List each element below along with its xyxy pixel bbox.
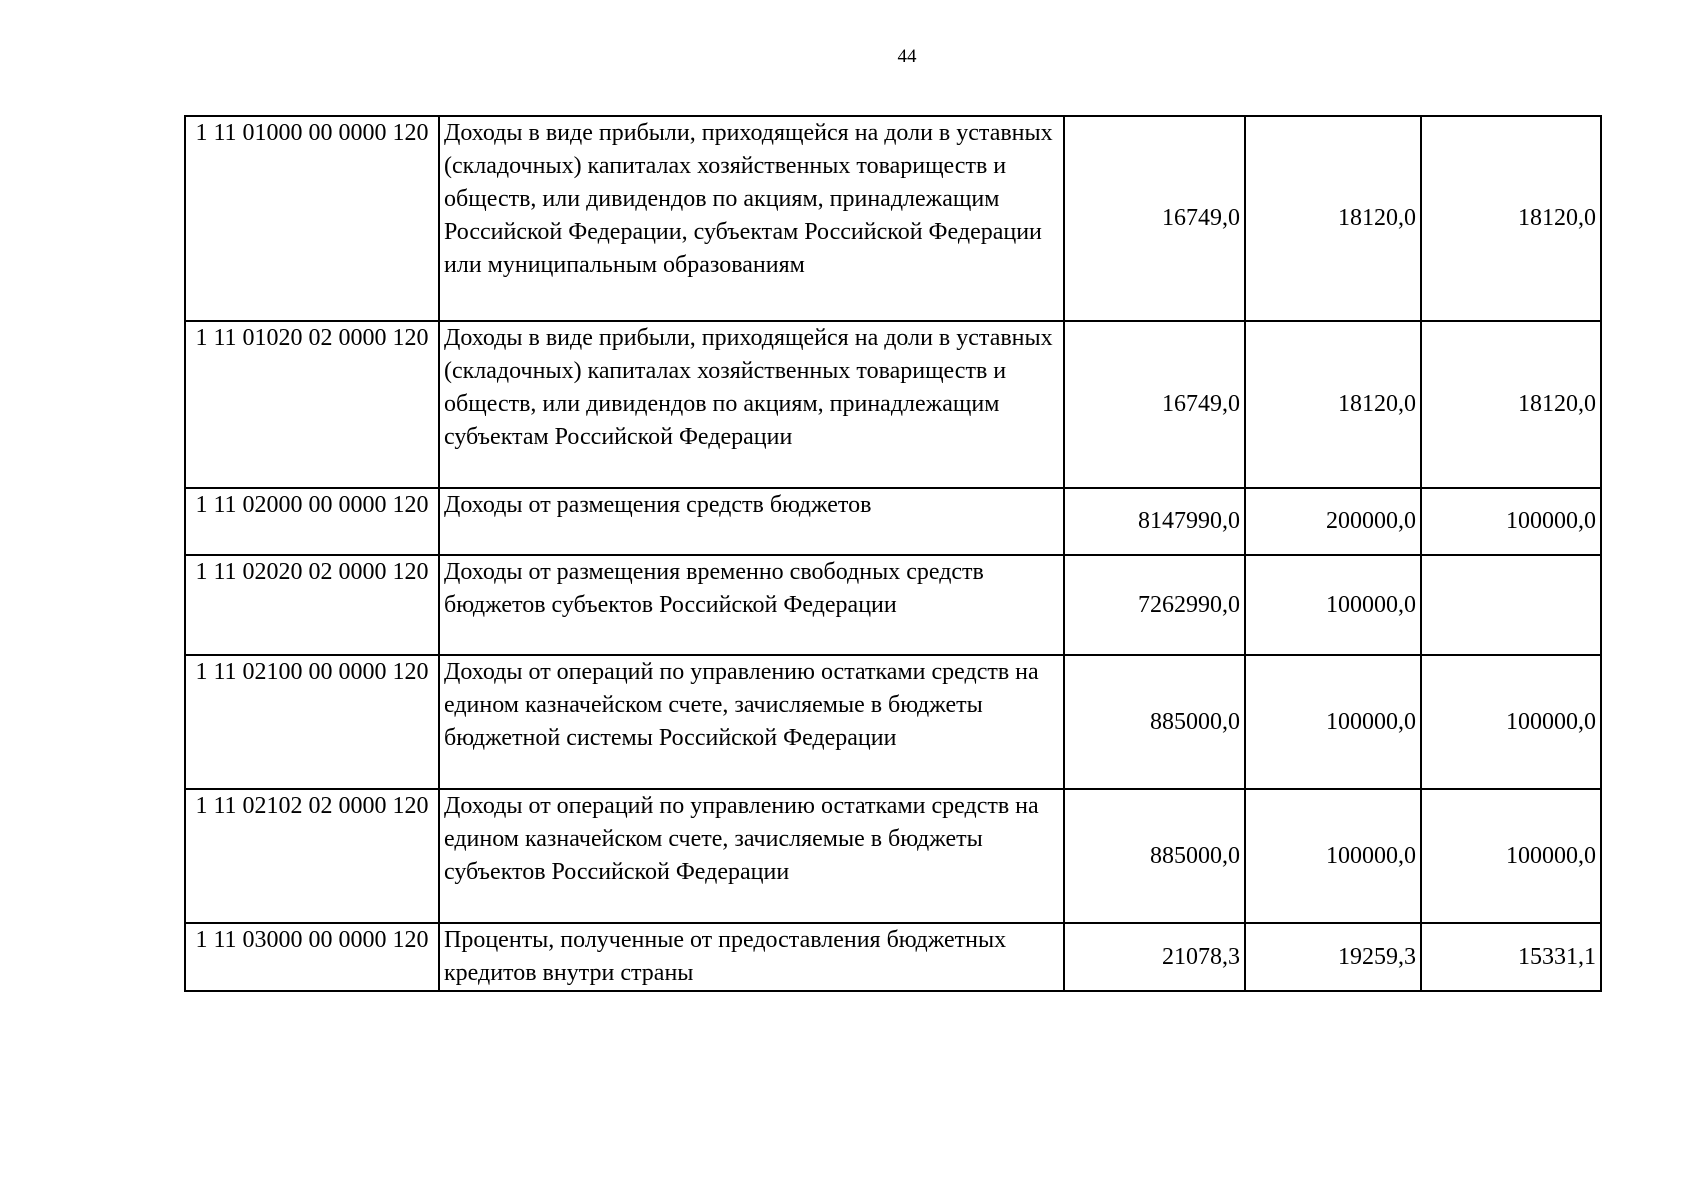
income-name-cell: Доходы в виде прибыли, приходящейся на доли в уставных (складочных) капиталах хозяйственных товариществ и обществ, или дивидендов по акциям, принадлежащим субъектам Российской Федерации bbox=[439, 321, 1064, 488]
value-cell-2: 18120,0 bbox=[1245, 321, 1421, 488]
value-cell-1: 16749,0 bbox=[1064, 116, 1245, 321]
value-cell-3 bbox=[1421, 555, 1601, 655]
value-cell-2: 100000,0 bbox=[1245, 555, 1421, 655]
value-cell-3: 18120,0 bbox=[1421, 321, 1601, 488]
value-cell-3: 100000,0 bbox=[1421, 655, 1601, 789]
value-cell-2: 100000,0 bbox=[1245, 655, 1421, 789]
budget-code-cell: 1 11 03000 00 0000 120 bbox=[185, 923, 439, 991]
budget-code-cell: 1 11 01020 02 0000 120 bbox=[185, 321, 439, 488]
income-name-cell: Доходы от размещения средств бюджетов bbox=[439, 488, 1064, 555]
value-cell-1: 21078,3 bbox=[1064, 923, 1245, 991]
table-row bbox=[185, 555, 1601, 655]
value-cell-2: 200000,0 bbox=[1245, 488, 1421, 555]
value-cell-2: 19259,3 bbox=[1245, 923, 1421, 991]
value-cell-3: 100000,0 bbox=[1421, 789, 1601, 923]
income-name-cell: Проценты, полученные от предоставления бюджетных кредитов внутри страны bbox=[439, 923, 1064, 991]
value-cell-1: 8147990,0 bbox=[1064, 488, 1245, 555]
budget-code-cell: 1 11 01000 00 0000 120 bbox=[185, 116, 439, 321]
income-name-cell: Доходы от размещения временно свободных средств бюджетов субъектов Российской Федерации bbox=[439, 555, 1064, 655]
income-name-cell: Доходы в виде прибыли, приходящейся на доли в уставных (складочных) капиталах хозяйственных товариществ и обществ, или дивидендов по акциям, принадлежащим Российской Федерации, субъектам Российской Федерации или муниципальным образованиям bbox=[439, 116, 1064, 321]
value-cell-1: 885000,0 bbox=[1064, 789, 1245, 923]
budget-code-cell: 1 11 02102 02 0000 120 bbox=[185, 789, 439, 923]
page-number: 44 bbox=[897, 46, 917, 67]
table-row bbox=[185, 655, 1601, 789]
table-row bbox=[185, 789, 1601, 923]
table-row bbox=[185, 488, 1601, 555]
value-cell-1: 7262990,0 bbox=[1064, 555, 1245, 655]
value-cell-2: 18120,0 bbox=[1245, 116, 1421, 321]
value-cell-2: 100000,0 bbox=[1245, 789, 1421, 923]
income-name-cell: Доходы от операций по управлению остатками средств на едином казначейском счете, зачисляемые в бюджеты бюджетной системы Российской Федерации bbox=[439, 655, 1064, 789]
table-row bbox=[185, 321, 1601, 488]
value-cell-3: 18120,0 bbox=[1421, 116, 1601, 321]
budget-code-cell: 1 11 02000 00 0000 120 bbox=[185, 488, 439, 555]
table-row bbox=[185, 116, 1601, 321]
value-cell-1: 16749,0 bbox=[1064, 321, 1245, 488]
budget-code-cell: 1 11 02100 00 0000 120 bbox=[185, 655, 439, 789]
table-row bbox=[185, 923, 1601, 991]
value-cell-3: 100000,0 bbox=[1421, 488, 1601, 555]
income-name-cell: Доходы от операций по управлению остатками средств на едином казначейском счете, зачисляемые в бюджеты субъектов Российской Федерации bbox=[439, 789, 1064, 923]
value-cell-1: 885000,0 bbox=[1064, 655, 1245, 789]
budget-income-table bbox=[184, 115, 1602, 992]
value-cell-3: 15331,1 bbox=[1421, 923, 1601, 991]
budget-code-cell: 1 11 02020 02 0000 120 bbox=[185, 555, 439, 655]
